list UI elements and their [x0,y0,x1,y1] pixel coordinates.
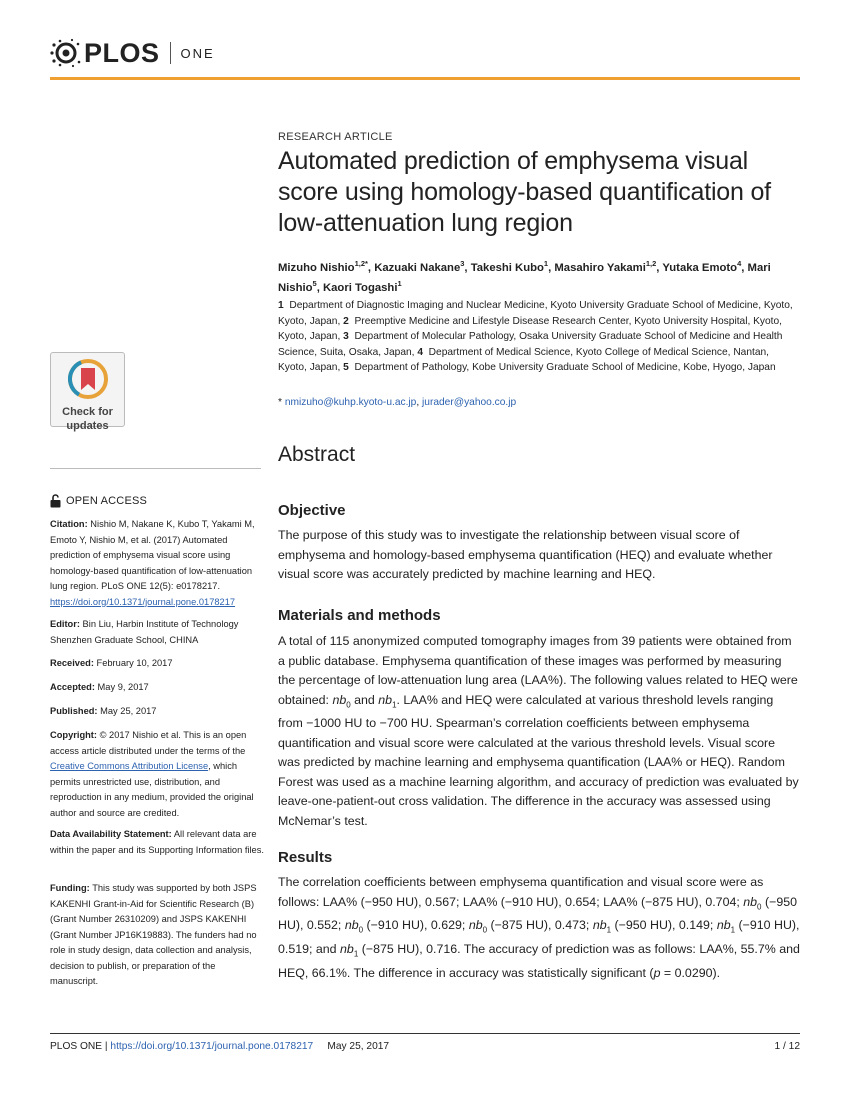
copyright-text-2: , which permits unrestricted use, distribution, and reproduction in any medium, provided the original author and source are credited. [50,761,254,818]
page-number: 1 / 12 [774,1041,800,1052]
data-availability-text: All relevant data are within the paper and its Supporting Information files. [50,829,264,855]
check-for-updates-button[interactable] [50,352,125,432]
citation-text: Nishio M, Nakane K, Kubo T, Yakami M, Emoto Y, Nishio M, et al. (2017) Automated prediction of emphysema visual score using homology-based quantification of low-attenuation lung region. PLoS ONE 12(5): e0178217. [50,519,255,591]
journal-name: ONE [180,45,215,61]
footer-rule [50,1033,800,1034]
data-availability-block [50,827,265,858]
author[interactable]: Yutaka Emoto$^4$ [662,259,742,274]
author[interactable]: Kaori Togashi$^1$ [322,278,402,294]
open-access-text: OPEN ACCESS [66,495,148,507]
methods-text: A total of 115 anonymized computed tomography images from 39 patients were obtained from a public database. Emphysema quantification of these images was performed by measuring the percentage of low-attenuation lung area (LAA%). The following values related to HEQ were obtained: $nb_0$ and $nb_1$. LAA% and HEQ were calculated at various threshold levels ranging from −1000 HU to −700 HU. Spearman’s correlation coefficients between emphysema quantification and visual score were calculated at the various threshold levels. Visual score was predicted by machine learning and emphysema quantification (LAA% or HEQ). Random Forest was used as a machine learning algorithm, and accuracy of prediction was evaluated by leave-one-patient-out cross validation. The difference in the accuracy was assessed using McNemar’s test. [278,634,799,828]
results-heading: Results [278,849,333,866]
article-type: RESEARCH ARTICLE [278,131,393,143]
editor-label: Editor: [50,619,80,629]
author[interactable]: Kazuaki Nakane$^3$ [374,259,465,274]
data-availability-label: Data Availability Statement: [50,829,172,839]
page-footer: PLOS ONE | https://doi.org/10.1371/journal.pone.0178217 May 25, 2017 [50,1041,390,1052]
footer-date: May 25, 2017 [327,1041,390,1052]
check-updates-line2: updates [66,420,109,432]
open-lock-icon [50,494,61,508]
author-list: Mizuho Nishio$^{1,2*}$, Kazuaki Nakane$^3$, Takeshi Kubo$^1$, Masahiro Yakami$^{1,2}$, Yutaka Emoto$^4$, Mari Nishio$^5$, Kaori Togashi$^1$ [278,259,771,294]
received-block [50,656,265,672]
copyright-text-1: © 2017 Nishio et al. This is an open access article distributed under the terms of the [50,730,247,756]
results-text: The correlation coefficients between emphysema quantification and visual score were as follows: LAA% (−950 HU), 0.567; LAA% (−910 HU), 0.654; LAA% (−875 HU), 0.704; $nb_0$ (−950 HU), 0.552; $nb_0$ (−910 HU), 0.629; $nb_0$ (−875 HU), 0.473; $nb_1$ (−950 HU), 0.149; $nb_1$ (−910 HU), 0.519; and $nb_1$ (−875 HU), 0.716. The accuracy of prediction was as follows: LAA%, 55.7% and HEQ, 66.1%. The difference in accuracy was statistically significant (p = 0.0290). [278,875,800,981]
author[interactable]: Masahiro Yakami$^{1,2}$ [554,259,657,274]
email-link-2[interactable]: jurader@yahoo.co.jp [422,397,517,408]
funding-label: Funding: [50,883,90,893]
affiliations: 1 Department of Diagnostic Imaging and Nuclear Medicine, Kyoto University Graduate School of Medicine, Kyoto, Kyoto, Japan, 2 Preemptive Medicine and Lifestyle Disease Research Center, Kyoto University Hospital, Kyoto, Kyoto, Japan, 3 Department of Molecular Pathology, Osaka University Graduate School of Medicine and Health Science, Suita, Osaka, Japan, 4 Department of Medical Science, Kyoto College of Medical Science, Nantan, Kyoto, Japan, 5 Department of Pathology, Kobe University Graduate School of Medicine, Kobe, Hyogo, Japan [278,300,793,373]
received-label: Received: [50,658,94,668]
objective-heading: Objective [278,502,346,519]
funding-block [50,881,265,990]
logo-divider [170,42,171,64]
sidebar-divider [50,468,261,469]
published-date: May 25, 2017 [100,706,157,716]
received-date: February 10, 2017 [96,658,173,668]
accepted-label: Accepted: [50,682,95,692]
header-rule [50,77,800,80]
footer-journal: PLOS ONE [50,1041,103,1052]
copyright-label: Copyright: [50,730,97,740]
open-access-label [50,494,147,508]
author[interactable]: Mizuho Nishio$^{1,2*}$ [278,259,368,274]
copyright-block [50,728,265,821]
abstract-heading: Abstract [278,443,356,466]
author[interactable]: Takeshi Kubo$^1$ [470,259,549,274]
correspondence-emails: * nmizuho@kuhp.kyoto-u.ac.jp, jurader@yahoo.co.jp [278,397,517,408]
check-updates-badge-icon [68,359,108,399]
email-link-1[interactable]: nmizuho@kuhp.kyoto-u.ac.jp [284,397,417,408]
funding-text: This study was supported by both JSPS KAKENHI Grant-in-Aid for Scientific Research (B) (Grant Number 26310209) and JSPS KAKENHI (Grant Number JP16K19883). The funders had no role in study design, data collection and analysis, decision to publish, or preparation of the manuscript. [50,883,257,986]
brand-name: PLOS [84,37,160,68]
methods-heading: Materials and methods [278,607,441,624]
published-block [50,704,265,720]
citation-block [50,517,265,610]
citation-label: Citation: [50,519,88,529]
author[interactable]: Mari Nishio$^5$ [278,261,771,294]
footer-doi-link[interactable]: https://doi.org/10.1371/journal.pone.0178217 [110,1041,314,1052]
article-title: Automated prediction of emphysema visual score using homology-based quantification of low-attenuation lung region [278,147,771,237]
accepted-date: May 9, 2017 [97,682,149,692]
check-updates-line1: Check for [62,406,113,418]
published-label: Published: [50,706,98,716]
objective-text: The purpose of this study was to investigate the relationship between visual score of emphysema and homology-based emphysema quantification (HEQ) and evaluate whether visual score was accurately predicted by machine learning and HEQ. [278,528,773,581]
plos-logo-icon [50,38,82,68]
citation-doi-link[interactable]: https://doi.org/10.1371/journal.pone.0178217 [50,596,236,607]
accepted-block [50,680,265,696]
cc-license-link[interactable]: Creative Commons Attribution License [50,761,209,771]
editor-block [50,617,265,648]
editor-text: Bin Liu, Harbin Institute of Technology Shenzhen Graduate School, CHINA [50,619,239,645]
plos-one-logo[interactable] [50,38,215,68]
